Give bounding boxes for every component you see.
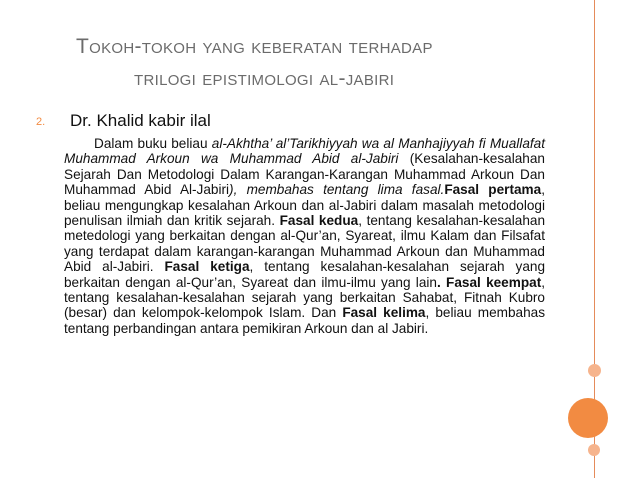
decorative-dot-small-top [588, 364, 601, 377]
body-paragraph [64, 136, 545, 336]
slide-title-line-2: trilogi epistimologi al-jabiri [134, 67, 395, 90]
fasal-ketiga-label: Fasal ketiga [164, 259, 250, 275]
body-segment: , tentang kesalahan-kesalahan metedologi yang berkaitan dengan al-Qur’an, Syareat, ilmu Kalam dan Filsafat yang terdapat dalam karangan-karangan Muhammad Arkoun dan Muhammad Abid al-Jabiri. [64, 213, 546, 275]
book-title-arabic: al-Akhtha’ al’Tarikhiyyah wa al Manhajiyyah fi Muallafat Muhammad Arkoun wa Muhammad Abid al-Jabiri [64, 136, 545, 167]
fasal-kedua-label: Fasal kedua [279, 213, 359, 229]
fasal-kelima-label: Fasal kelima [342, 305, 426, 321]
list-item-number: 2. [36, 116, 46, 128]
body-segment: (Kesalahan-kesalahan Sejarah Dan Metodologi Dalam Karangan-Karangan Muhammad Arkoun Dan Muhammad Abid Al-Jabiri [64, 151, 545, 198]
decorative-dot-small-bottom [588, 444, 600, 456]
body-segment: Dalam buku beliau [94, 136, 212, 151]
body-segment: , beliau mengungkap kesalahan Arkoun dan al-Jabiri dalam masalah metodologi penulisan ilmiah dan kritik sejarah. [64, 182, 545, 229]
fasal-pertama-label: Fasal pertama [444, 182, 542, 198]
slide-title-line-1: Tokoh-tokoh yang keberatan terhadap [76, 35, 433, 58]
list-item-heading: Dr. Khalid kabir ilal [70, 111, 211, 130]
slide-title [76, 34, 556, 92]
body-segment-italic: ), membahas tentang lima fasal. [229, 182, 445, 198]
decorative-dot-large [568, 398, 608, 438]
fasal-keempat-label: . Fasal keempat [436, 274, 542, 290]
body-segment: , tentang kesalahan-kesalahan sejarah yang berkaitan Sahabat, Fitnah Kubro (besar) dan kelompok-kelompok Islam. Dan [64, 274, 546, 321]
body-segment: , tentang kesalahan-kesalahan sejarah yang berkaitan dengan al-Qur’an, Syareat dan ilmu-ilmu yang lain [64, 259, 546, 290]
body-segment: , beliau membahas tentang perbandingan antara pemikiran Arkoun dan al Jabiri. [64, 305, 546, 336]
